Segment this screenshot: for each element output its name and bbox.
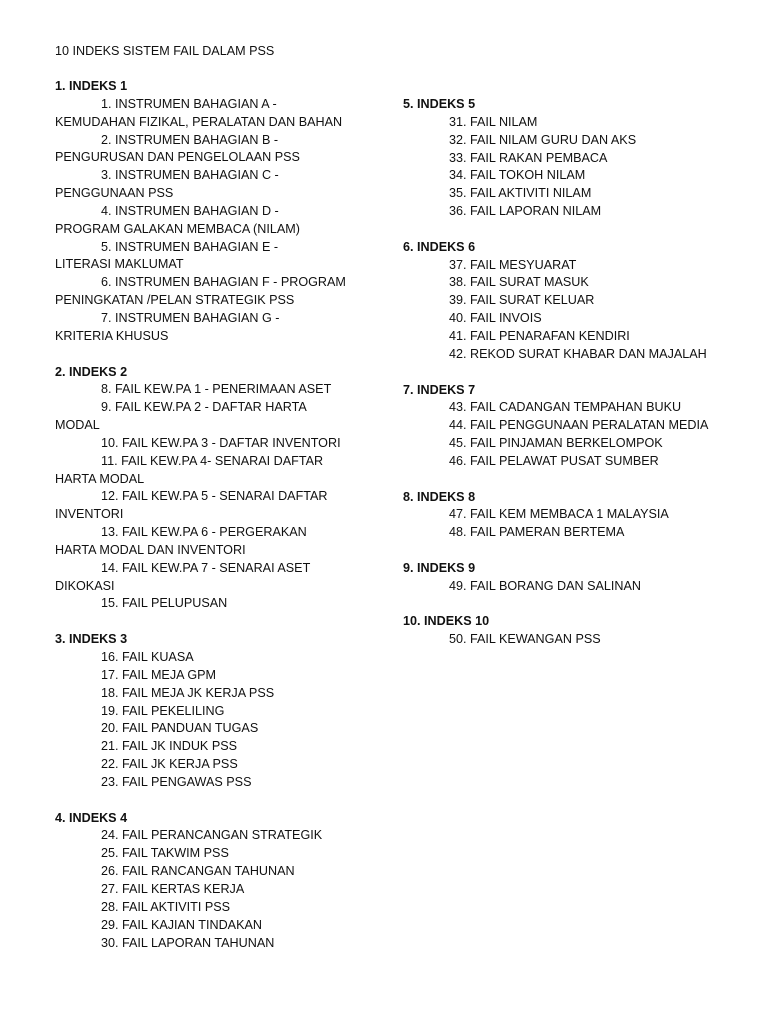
list-item: 47. FAIL KEM MEMBACA 1 MALAYSIA (449, 507, 669, 522)
list-item (55, 667, 395, 685)
list-item: 48. FAIL PAMERAN BERTEMA (449, 525, 625, 540)
list-item: 31. FAIL NILAM (449, 114, 538, 129)
list-item-text: 24. FAIL PERANCANGAN STRATEGIK (101, 828, 323, 843)
list-item-text: 17. FAIL MEJA GPM (101, 667, 217, 682)
list-item (55, 381, 395, 399)
list-item: 49. FAIL BORANG DAN SALINAN (449, 578, 641, 593)
list-item-continuation: HARTA MODAL (55, 471, 145, 486)
list-item (55, 881, 395, 899)
list-item-text: 7. INSTRUMEN BAHAGIAN G - (101, 310, 280, 325)
list-item (55, 595, 395, 613)
list-item-continuation: MODAL (55, 418, 100, 433)
list-item: 42. REKOD SURAT KHABAR DAN MAJALAH (449, 346, 707, 361)
list-item (55, 203, 395, 239)
list-item (55, 96, 395, 132)
list-item (55, 132, 395, 168)
list-item-continuation: KEMUDAHAN FIZIKAL, PERALATAN DAN BAHAN (55, 114, 343, 129)
list-item-text: 4. INSTRUMEN BAHAGIAN D - (101, 203, 279, 218)
list-item-text: 11. FAIL KEW.PA 4- SENARAI DAFTAR (101, 453, 324, 468)
list-item (55, 167, 395, 203)
section-heading: 10. INDEKS 10 (403, 614, 490, 629)
list-item: 32. FAIL NILAM GURU DAN AKS (449, 132, 637, 147)
list-item (55, 899, 395, 917)
list-item (55, 738, 395, 756)
list-item: 37. FAIL MESYUARAT (449, 257, 577, 272)
list-item-continuation: PENINGKATAN /PELAN STRATEGIK PSS (55, 293, 295, 308)
left-column (55, 78, 395, 970)
list-item: 44. FAIL PENGGUNAAN PERALATAN MEDIA (449, 418, 709, 433)
list-item-text: 2. INSTRUMEN BAHAGIAN B - (101, 132, 279, 147)
index-section (55, 631, 395, 792)
list-item: 36. FAIL LAPORAN NILAM (449, 204, 602, 219)
list-item-continuation: INVENTORI (55, 507, 124, 522)
list-item (55, 720, 395, 738)
list-item-text: 19. FAIL PEKELILING (101, 703, 225, 718)
list-item: 43. FAIL CADANGAN TEMPAHAN BUKU (449, 400, 682, 415)
index-section (403, 489, 743, 543)
list-item-text: 20. FAIL PANDUAN TUGAS (101, 721, 259, 736)
index-section (403, 560, 743, 596)
list-item: 41. FAIL PENARAFAN KENDIRI (449, 328, 630, 343)
list-item: 38. FAIL SURAT MASUK (449, 275, 589, 290)
list-item (55, 435, 395, 453)
list-item-text: 28. FAIL AKTIVITI PSS (101, 899, 231, 914)
list-item-text: 3. INSTRUMEN BAHAGIAN C - (101, 168, 279, 183)
list-item: 45. FAIL PINJAMAN BERKELOMPOK (449, 436, 663, 451)
list-item: 40. FAIL INVOIS (449, 311, 542, 326)
section-heading: 7. INDEKS 7 (403, 382, 476, 397)
list-item (55, 685, 395, 703)
list-item-text: 8. FAIL KEW.PA 1 - PENERIMAAN ASET (101, 382, 332, 397)
list-item: 33. FAIL RAKAN PEMBACA (449, 150, 608, 165)
list-item-continuation: HARTA MODAL DAN INVENTORI (55, 542, 246, 557)
list-item-text: 26. FAIL RANCANGAN TAHUNAN (101, 864, 295, 879)
list-item (55, 827, 395, 845)
list-item: 39. FAIL SURAT KELUAR (449, 293, 595, 308)
list-item-text: 14. FAIL KEW.PA 7 - SENARAI ASET (101, 560, 311, 575)
section-heading: 5. INDEKS 5 (403, 97, 476, 111)
list-item (55, 524, 395, 560)
section-heading: 3. INDEKS 3 (55, 632, 128, 647)
section-heading: 1. INDEKS 1 (55, 79, 128, 93)
list-item-continuation: DIKOKASI (55, 578, 115, 593)
index-section (403, 96, 743, 221)
list-item (55, 488, 395, 524)
list-item-continuation: PROGRAM GALAKAN MEMBACA (NILAM) (55, 221, 300, 236)
list-item-text: 30. FAIL LAPORAN TAHUNAN (101, 935, 275, 950)
list-item-continuation: LITERASI MAKLUMAT (55, 257, 184, 272)
list-item-text: 25. FAIL TAKWIM PSS (101, 846, 229, 861)
list-item (55, 310, 395, 346)
list-item (55, 560, 395, 596)
list-item-continuation: KRITERIA KHUSUS (55, 328, 169, 343)
list-item-text: 9. FAIL KEW.PA 2 - DAFTAR HARTA (101, 400, 307, 415)
list-item-text: 10. FAIL KEW.PA 3 - DAFTAR INVENTORI (101, 435, 341, 450)
list-item (55, 649, 395, 667)
section-heading: 4. INDEKS 4 (55, 810, 128, 825)
list-item (55, 239, 395, 275)
list-item-text: 5. INSTRUMEN BAHAGIAN E - (101, 239, 279, 254)
index-section (403, 382, 743, 471)
list-item-text: 27. FAIL KERTAS KERJA (101, 881, 245, 896)
list-item-text: 1. INSTRUMEN BAHAGIAN A - (101, 96, 277, 111)
list-item-text: 18. FAIL MEJA JK KERJA PSS (101, 685, 275, 700)
list-item: 35. FAIL AKTIVITI NILAM (449, 186, 592, 201)
list-item (55, 453, 395, 489)
list-item (55, 774, 395, 792)
list-item (55, 399, 395, 435)
list-item-text: 23. FAIL PENGAWAS PSS (101, 774, 252, 789)
list-item-text: 15. FAIL PELUPUSAN (101, 596, 228, 611)
list-item (55, 845, 395, 863)
list-item-continuation: PENGGUNAAN PSS (55, 186, 174, 201)
list-item-text: 12. FAIL KEW.PA 5 - SENARAI DAFTAR (101, 489, 328, 504)
list-item: 46. FAIL PELAWAT PUSAT SUMBER (449, 453, 659, 468)
section-heading: 9. INDEKS 9 (403, 560, 476, 575)
list-item: 34. FAIL TOKOH NILAM (449, 168, 586, 183)
list-item-text: 16. FAIL KUASA (101, 650, 194, 664)
list-item (55, 863, 395, 881)
list-item (55, 756, 395, 774)
list-item-continuation: PENGURUSAN DAN PENGELOLAAN PSS (55, 150, 300, 165)
index-section (403, 239, 743, 364)
section-heading: 2. INDEKS 2 (55, 364, 128, 379)
list-item (55, 703, 395, 721)
document-title: 10 INDEKS SISTEM FAIL DALAM PSS (55, 44, 275, 58)
section-heading: 6. INDEKS 6 (403, 239, 476, 254)
index-section (403, 613, 743, 649)
index-section (55, 78, 395, 346)
list-item-text: 6. INSTRUMEN BAHAGIAN F - PROGRAM (101, 275, 346, 290)
list-item-text: 29. FAIL KAJIAN TINDAKAN (101, 917, 262, 932)
list-item-text: 22. FAIL JK KERJA PSS (101, 757, 238, 772)
list-item (55, 917, 395, 935)
list-item: 50. FAIL KEWANGAN PSS (449, 632, 601, 647)
section-heading: 8. INDEKS 8 (403, 489, 476, 504)
list-item-text: 13. FAIL KEW.PA 6 - PERGERAKAN (101, 525, 307, 540)
list-item (55, 274, 395, 310)
index-section (55, 810, 395, 953)
right-column (403, 96, 743, 667)
list-item (55, 935, 395, 953)
index-section (55, 364, 395, 614)
list-item-text: 21. FAIL JK INDUK PSS (101, 739, 238, 754)
